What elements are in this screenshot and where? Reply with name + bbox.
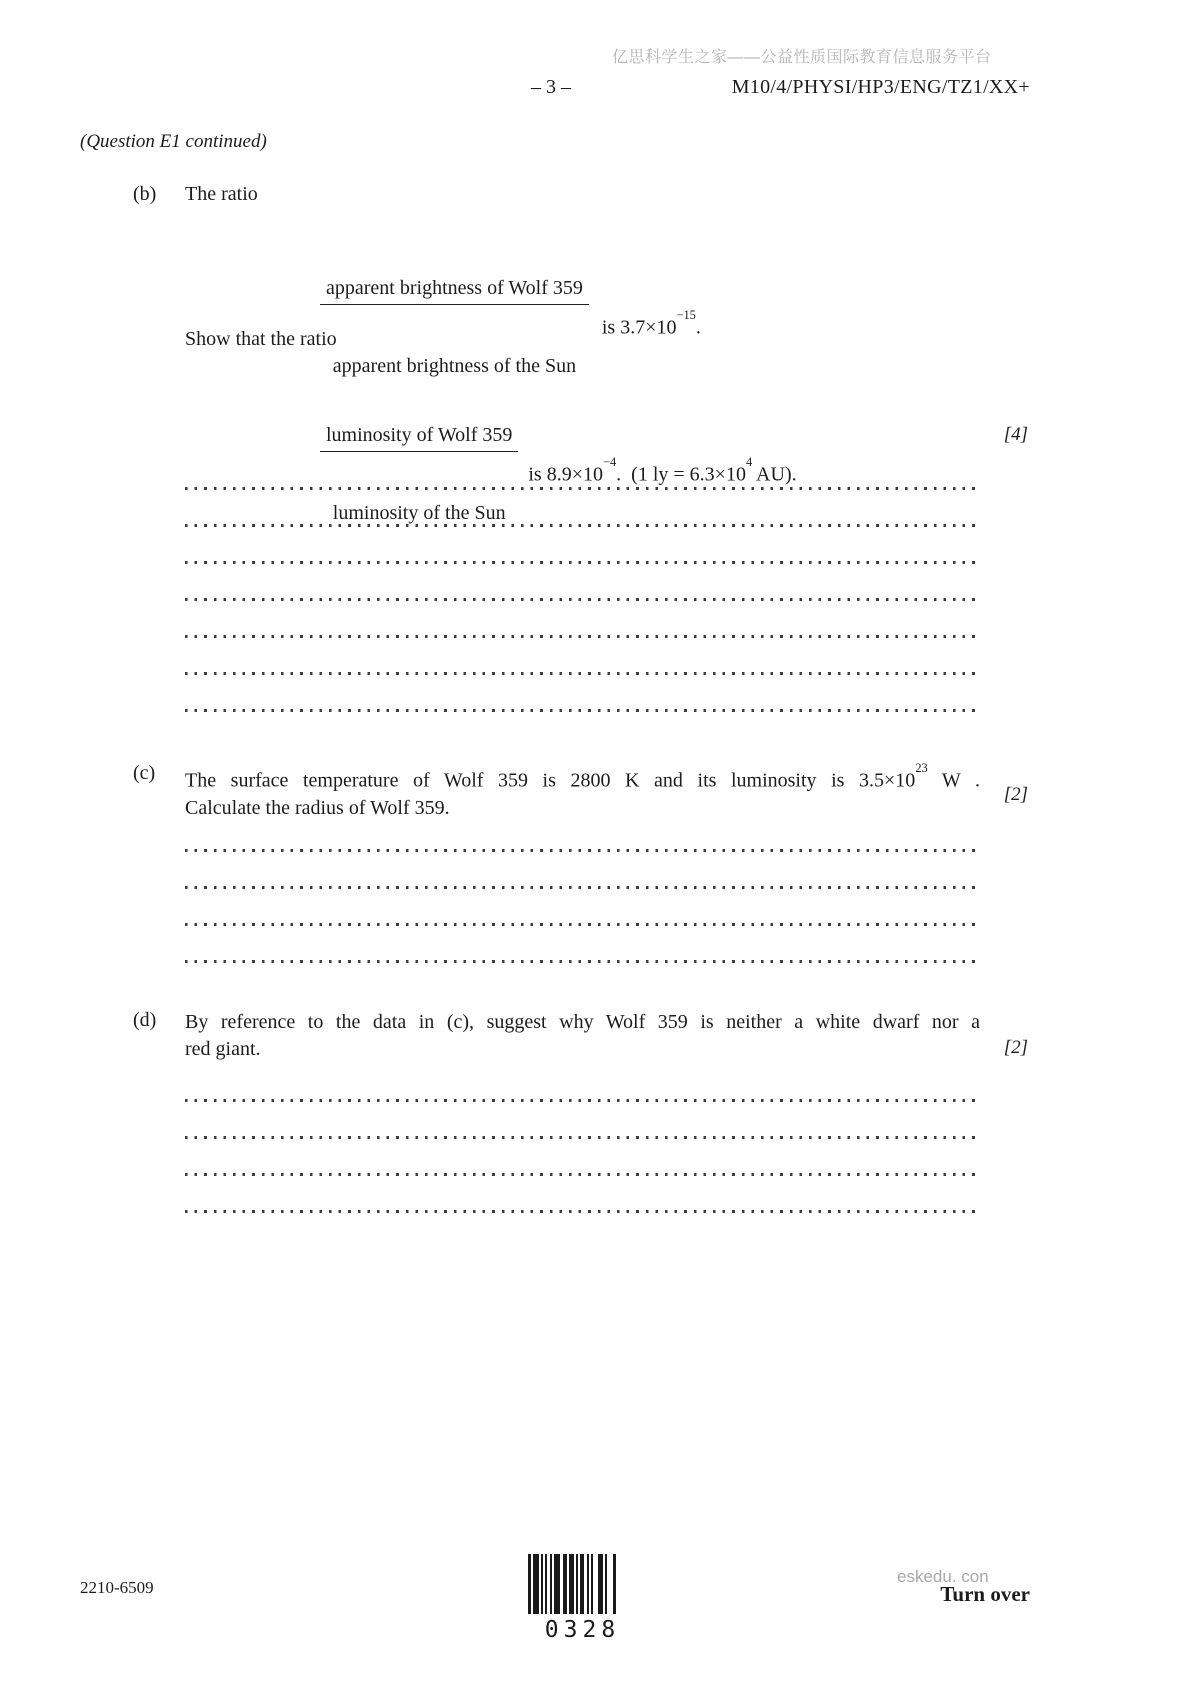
part-b-label: (b) (133, 183, 157, 205)
answer-line (185, 886, 975, 889)
document-number: 2210-6509 (80, 1578, 154, 1597)
answer-line (185, 1136, 975, 1139)
part-d-line1: By reference to the data in (c), suggest why Wolf 359 is neither a white dwarf nor a (185, 1011, 980, 1033)
part-b-marks: [4] (1003, 424, 1028, 445)
turn-over-label: Turn over (940, 1582, 1030, 1606)
part-b-answer-lines (185, 487, 975, 746)
answer-line (185, 1099, 975, 1102)
answer-line (185, 960, 975, 963)
paper-code: M10/4/PHYSI/HP3/ENG/TZ1/XX+ (731, 76, 1030, 98)
barcode-digits: 0328 (544, 1617, 621, 1643)
part-d-marks: [2] (1003, 1037, 1028, 1058)
answer-line (185, 487, 975, 490)
part-d-label: (d) (133, 1009, 157, 1031)
part-c-line2: Calculate the radius of Wolf 359. (185, 796, 450, 819)
fraction-numerator: luminosity of Wolf 359 (320, 424, 518, 452)
answer-line (185, 1173, 975, 1176)
fraction-denominator: apparent brightness of the Sun (332, 355, 577, 377)
site-watermark: eskedu. con (897, 1567, 989, 1586)
part-b-intro: The ratio (185, 183, 258, 205)
answer-line (185, 598, 975, 601)
part-c-marks: [2] (1003, 784, 1028, 805)
page-number: – 3 – (531, 76, 571, 98)
part-c-label: (c) (133, 762, 156, 784)
fraction-denominator: luminosity of the Sun (332, 502, 506, 524)
barcode-bar (613, 1554, 616, 1614)
answer-line (185, 561, 975, 564)
answer-line (185, 524, 975, 527)
answer-line (185, 672, 975, 675)
question-continued-note: (Question E1 continued) (80, 131, 267, 152)
answer-line (185, 923, 975, 926)
chinese-watermark: 亿思科学生之家——公益性质国际教育信息服务平台 (612, 49, 992, 66)
ratio1-value: is $3.7\times 10^{-15}$. (601, 308, 701, 339)
answer-line (185, 849, 975, 852)
part-c-text (185, 762, 980, 822)
barcode (528, 1554, 632, 1614)
barcode-block (528, 1554, 632, 1643)
part-b-show-text: Show that the ratio (185, 328, 337, 350)
part-d-line2: red giant. (185, 1038, 261, 1060)
answer-line (185, 709, 975, 712)
part-c-answer-lines (185, 849, 975, 997)
answer-line (185, 635, 975, 638)
answer-line (185, 1210, 975, 1213)
ratio2-value: is $8.9\times 10^{-4}$. (1 ly = $6.3\times 10^4$ AU). (528, 455, 797, 486)
part-c-line1: The surface temperature of Wolf 359 is 2800 K and its luminosity is $3.5\times 10^{23}$ W . (185, 761, 981, 792)
fraction-numerator: apparent brightness of Wolf 359 (320, 277, 589, 305)
part-d-text (185, 1009, 980, 1063)
part-d-answer-lines (185, 1099, 975, 1247)
